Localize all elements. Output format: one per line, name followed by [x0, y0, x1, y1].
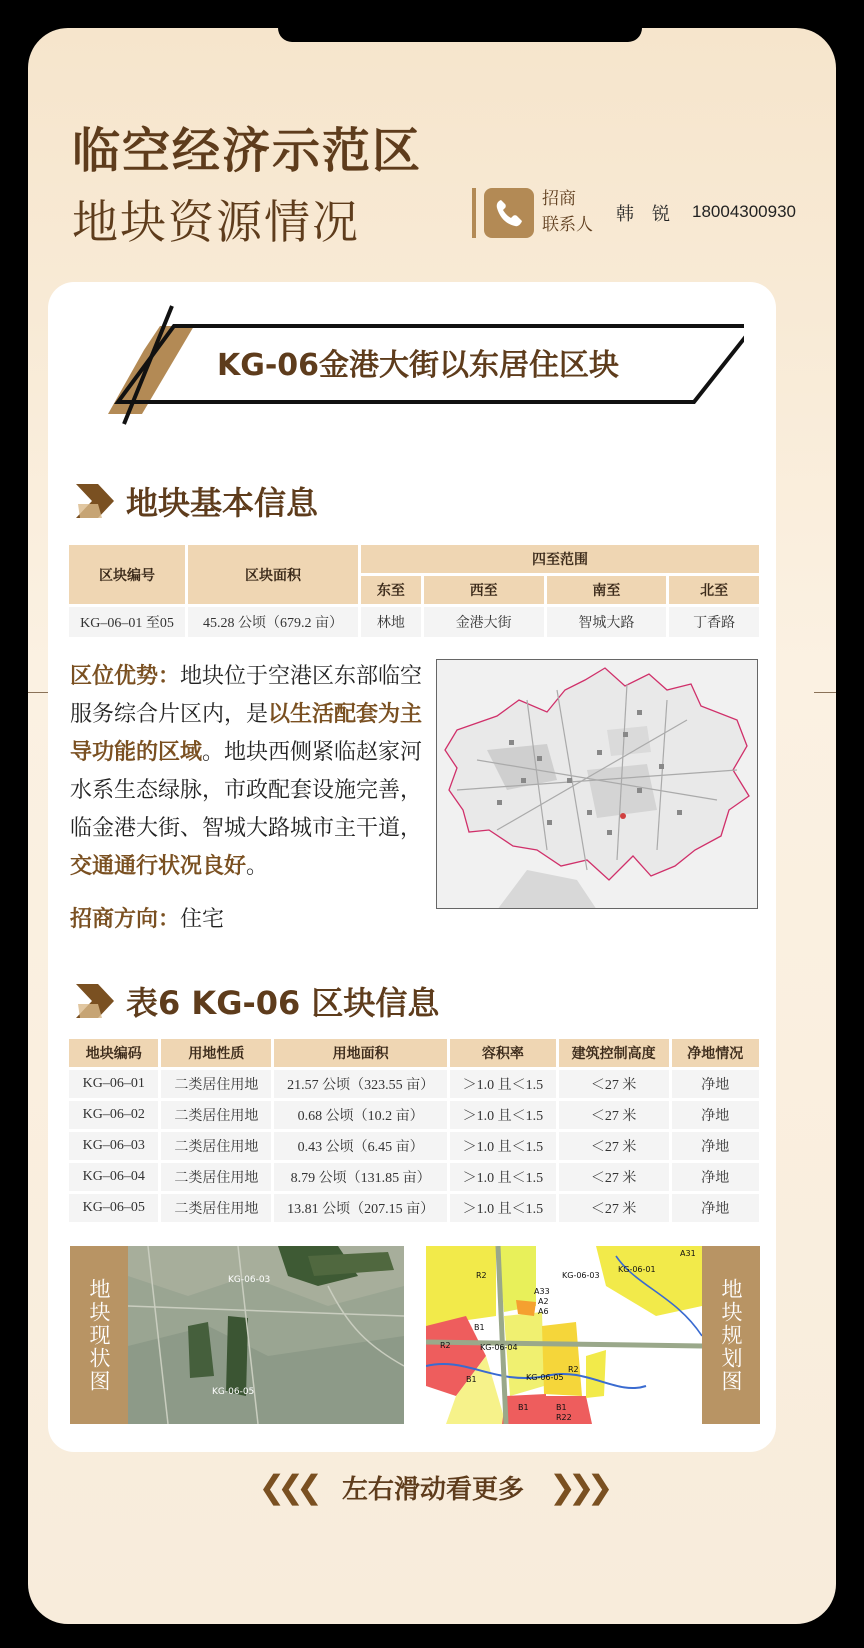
section-heading: 表6 KG-06 区块信息	[126, 984, 440, 1022]
cell-area: 45.28 公顷（679.2 亩）	[188, 607, 358, 637]
table-row	[69, 1101, 759, 1129]
table-cell: KG–06–04	[69, 1163, 158, 1191]
zone-label: B1	[556, 1403, 567, 1412]
contact-label-line1: 招商	[542, 189, 576, 209]
zone-label: R2	[476, 1271, 487, 1280]
zone-label: A33	[534, 1287, 550, 1296]
cell-east: 林地	[361, 607, 421, 637]
table-cell: ＜27 米	[559, 1132, 669, 1160]
table-cell: 净地	[672, 1194, 759, 1222]
advantage-highlight-2: 交通通行状况良好	[70, 854, 247, 879]
table-cell: 13.81 公顷（207.15 亩）	[274, 1194, 447, 1222]
table-cell: 二类居住用地	[161, 1070, 271, 1098]
table-cell: 二类居住用地	[161, 1194, 271, 1222]
section-basic-info	[76, 478, 318, 524]
col-header-area: 区块面积	[188, 545, 358, 604]
sat-map-label-kg0605: KG-06-05	[212, 1387, 255, 1397]
table-cell: 8.79 公顷（131.85 亩）	[274, 1163, 447, 1191]
zone-label: R22	[556, 1413, 572, 1422]
page-subtitle: 地块资源情况	[72, 195, 360, 249]
satellite-map	[128, 1246, 404, 1424]
table-row	[69, 1163, 759, 1191]
sat-map-label-kg0603: KG-06-03	[228, 1275, 271, 1285]
table-cell: 二类居住用地	[161, 1163, 271, 1191]
section-block-info	[76, 978, 439, 1024]
col-header-south: 南至	[547, 576, 667, 604]
plan-label-kg0604: KG-06-04	[480, 1343, 518, 1352]
basic-info-table	[66, 542, 762, 640]
table-row	[69, 1070, 759, 1098]
swipe-hint[interactable]	[28, 1468, 836, 1506]
table-cell: ＜27 米	[559, 1163, 669, 1191]
plan-map-label: 地块规划图	[702, 1246, 760, 1424]
table-cell: 净地	[672, 1101, 759, 1129]
block-info-table	[66, 1036, 762, 1225]
zone-label: A6	[538, 1307, 549, 1316]
divider-line-left	[28, 692, 50, 693]
zone-label: A31	[680, 1249, 696, 1258]
contact-phone[interactable]: 18004300930	[692, 202, 797, 221]
advantage-highlight-1: 以生活配套为主导功能的区域	[70, 702, 423, 765]
advantage-text-1: 地块位于空港区东部临空服务综合片区内，是	[70, 664, 423, 727]
section-heading: 地块基本信息	[126, 484, 319, 522]
plan-label-kg0603: KG-06-03	[562, 1271, 600, 1280]
col-header: 用地面积	[274, 1039, 447, 1067]
page-title: 临空经济示范区	[72, 123, 423, 179]
zone-label: B1	[466, 1375, 477, 1384]
contact-divider	[472, 188, 476, 238]
table-cell: 0.68 公顷（10.2 亩）	[274, 1101, 447, 1129]
phone-icon[interactable]	[484, 188, 534, 238]
table-cell: ＜27 米	[559, 1070, 669, 1098]
col-header-east: 东至	[361, 576, 421, 604]
zone-label: B1	[474, 1323, 485, 1332]
table-cell: 二类居住用地	[161, 1101, 271, 1129]
zone-label: R2	[568, 1365, 579, 1374]
table-cell: 净地	[672, 1132, 759, 1160]
top-notch	[278, 28, 642, 42]
investment-direction	[70, 902, 224, 933]
advantage-text-2: 。地块西侧紧临赵家河水系生态绿脉，市政配套设施完善，临金港大街、智城大路城市主干道，	[70, 740, 423, 841]
location-advantage-text	[70, 658, 430, 886]
col-header: 净地情况	[672, 1039, 759, 1067]
content-panel	[48, 282, 776, 1452]
cell-west: 金港大街	[424, 607, 544, 637]
chevron-right-icon	[76, 484, 116, 518]
location-map	[436, 659, 758, 909]
table-cell: KG–06–05	[69, 1194, 158, 1222]
plan-image-block	[426, 1246, 760, 1424]
table-cell: 0.43 公顷（6.45 亩）	[274, 1132, 447, 1160]
table-row	[69, 607, 759, 637]
col-header-north: 北至	[669, 576, 759, 604]
table-cell: 21.57 公顷（323.55 亩）	[274, 1070, 447, 1098]
contact-label	[542, 186, 612, 238]
poster-card	[28, 28, 836, 1624]
table-cell: KG–06–02	[69, 1101, 158, 1129]
table-cell: ＞1.0 且＜1.5	[450, 1070, 556, 1098]
col-header: 建筑控制高度	[559, 1039, 669, 1067]
plan-label-kg0605: KG-06-05	[526, 1373, 564, 1382]
table-cell: ＞1.0 且＜1.5	[450, 1101, 556, 1129]
chevron-right-icon: ❯❯❯	[549, 1468, 606, 1506]
col-header: 容积率	[450, 1039, 556, 1067]
zone-label: R2	[440, 1341, 451, 1350]
col-header-west: 西至	[424, 576, 544, 604]
status-image-block	[70, 1246, 404, 1424]
chevron-left-icon: ❮❮❮	[258, 1468, 315, 1506]
contact-name: 韩锐	[616, 204, 688, 225]
zone-label: A2	[538, 1297, 549, 1306]
advantage-text-3: 。	[246, 854, 269, 879]
table-row	[69, 1194, 759, 1222]
status-map-label: 地块现状图	[70, 1246, 128, 1424]
table-cell: 净地	[672, 1163, 759, 1191]
table-row	[69, 1132, 759, 1160]
table-cell: ＞1.0 且＜1.5	[450, 1194, 556, 1222]
col-header-id: 区块编号	[69, 545, 185, 604]
block-title: KG-06金港大街以东居住区块	[216, 348, 620, 383]
cell-north: 丁香路	[669, 607, 759, 637]
table-cell: ＞1.0 且＜1.5	[450, 1132, 556, 1160]
table-cell: 二类居住用地	[161, 1132, 271, 1160]
planning-map	[426, 1246, 702, 1424]
col-header: 用地性质	[161, 1039, 271, 1067]
invest-label: 招商方向：	[70, 907, 181, 932]
swipe-hint-text: 左右滑动看更多	[341, 1475, 524, 1505]
zone-label: B1	[518, 1403, 529, 1412]
col-header-bounds: 四至范围	[361, 545, 759, 573]
chevron-right-icon	[76, 984, 116, 1018]
table-cell: ＞1.0 且＜1.5	[450, 1163, 556, 1191]
table-cell: ＜27 米	[559, 1194, 669, 1222]
table-cell: KG–06–01	[69, 1070, 158, 1098]
col-header: 地块编码	[69, 1039, 158, 1067]
contact-label-line2: 联系人	[542, 215, 593, 235]
table-cell: ＜27 米	[559, 1101, 669, 1129]
divider-line-right	[814, 692, 836, 693]
advantage-label: 区位优势：	[70, 664, 181, 689]
table-cell: KG–06–03	[69, 1132, 158, 1160]
cell-south: 智城大路	[547, 607, 667, 637]
invest-value: 住宅	[180, 907, 225, 932]
cell-id: KG–06–01 至05	[69, 607, 185, 637]
table-cell: 净地	[672, 1070, 759, 1098]
plan-label-kg0601: KG-06-01	[618, 1265, 656, 1274]
